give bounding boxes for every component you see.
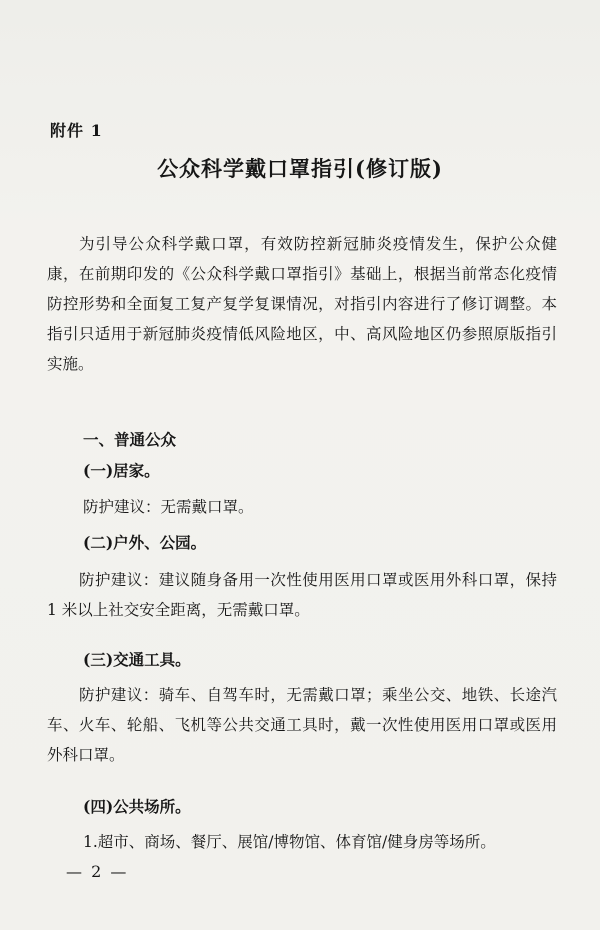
advice-outdoor: 防护建议：建议随身备用一次性使用医用口罩或医用外科口罩，保持 1 米以上社交安全距离，无需戴口罩。 xyxy=(47,571,557,619)
subsection-heading-home: (一)居家。 xyxy=(83,461,160,480)
public-places-item-1: 1.超市、商场、餐厅、展馆/博物馆、体育馆/健身房等场所。 xyxy=(83,833,496,851)
subsection-heading-transport: (三)交通工具。 xyxy=(83,650,191,669)
advice-transport: 防护建议：骑车、自驾车时，无需戴口罩；乘坐公交、地铁、长途汽车、火车、轮船、飞机等公共交通工具时，戴一次性使用医用口罩或医用外科口罩。 xyxy=(47,686,557,764)
subsection-heading-public-places: (四)公共场所。 xyxy=(83,797,191,816)
page-number: — 2 — xyxy=(66,862,129,881)
advice-home: 防护建议：无需戴口罩。 xyxy=(83,498,254,516)
intro-paragraph: 为引导公众科学戴口罩，有效防控新冠肺炎疫情发生，保护公众健康，在前期印发的《公众科学戴口罩指引》基础上，根据当前常态化疫情防控形势和全面复工复产复学复课情况，对指引内容进行了修订调整。本指引只适用于新冠肺炎疫情低风险地区，中、高风险地区仍参照原版指引实施。 xyxy=(47,235,557,373)
document-title: 公众科学戴口罩指引(修订版) xyxy=(157,156,443,181)
section-heading-general-public: 一、普通公众 xyxy=(83,430,177,449)
subsection-heading-outdoor: (二)户外、公园。 xyxy=(83,533,207,552)
attachment-label: 附件 1 xyxy=(50,121,103,140)
